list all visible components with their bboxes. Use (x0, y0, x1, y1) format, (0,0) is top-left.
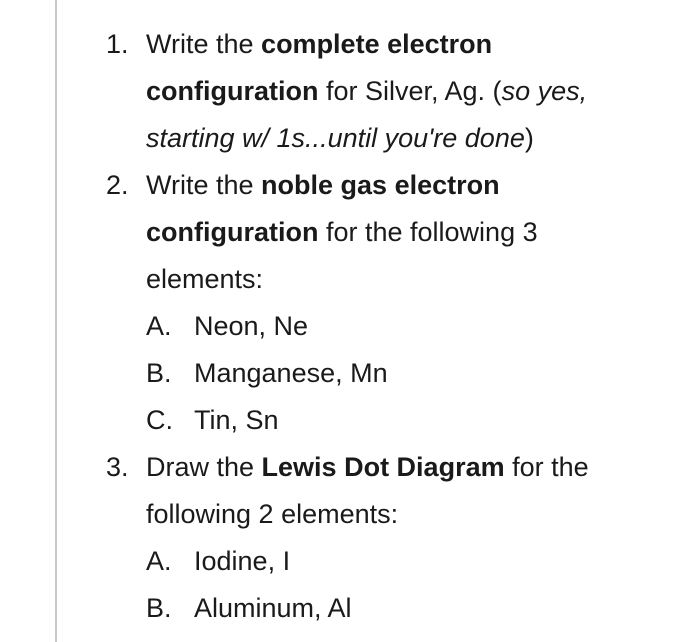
question-1-text-line-3 (146, 115, 534, 162)
bold-text: noble gas electron (261, 170, 500, 200)
question-2-line-2 (0, 209, 700, 256)
question-2-item-b (0, 350, 700, 397)
plain-text: ) (524, 123, 534, 153)
question-3-line-2 (0, 491, 700, 538)
plain-text: Write the (146, 29, 262, 59)
plain-text: for the following 3 (318, 217, 538, 247)
item-letter: B. (146, 593, 172, 623)
question-2-number: 2. (106, 170, 129, 200)
item-text: Aluminum, Al (194, 593, 352, 623)
question-3-text-line-1 (146, 444, 589, 491)
item-text: Neon, Ne (194, 311, 309, 341)
question-1-line-3 (0, 115, 700, 162)
plain-text: Draw the (146, 452, 262, 482)
question-2-text-line-2 (146, 209, 538, 256)
question-list (0, 21, 700, 632)
item-letter: A. (146, 311, 172, 341)
question-3-text-line-2: following 2 elements: (146, 499, 399, 529)
item-letter: B. (146, 358, 172, 388)
question-2-line-3 (0, 256, 700, 303)
question-1-line-2 (0, 68, 700, 115)
plain-text: Write the (146, 170, 262, 200)
question-2-text-line-3: elements: (146, 264, 264, 294)
item-letter: A. (146, 546, 172, 576)
item-text: Tin, Sn (194, 405, 279, 435)
question-2-line-1 (0, 162, 700, 209)
italic-text: so yes, (501, 76, 588, 106)
bold-text: complete electron (261, 29, 493, 59)
question-2-text-line-1 (146, 162, 500, 209)
plain-text: for the (504, 452, 589, 482)
bold-text: configuration (146, 217, 319, 247)
question-3-number: 3. (106, 452, 129, 482)
question-3-line-1 (0, 444, 700, 491)
item-text: Manganese, Mn (194, 358, 388, 388)
bold-text: configuration (146, 76, 319, 106)
bold-text: Lewis Dot Diagram (261, 452, 505, 482)
plain-text: for Silver, Ag. ( (318, 76, 502, 106)
item-letter: C. (146, 405, 173, 435)
question-2-item-c (0, 397, 700, 444)
item-text: Iodine, I (194, 546, 291, 576)
question-1-text-line-2 (146, 68, 587, 115)
question-3-item-b (0, 585, 700, 632)
question-1-text-line-1 (146, 21, 492, 68)
question-1-number: 1. (106, 29, 129, 59)
question-2-item-a (0, 303, 700, 350)
question-1-line-1 (0, 21, 700, 68)
question-3-item-a (0, 538, 700, 585)
italic-text: starting w/ 1s...until you're done (146, 123, 525, 153)
